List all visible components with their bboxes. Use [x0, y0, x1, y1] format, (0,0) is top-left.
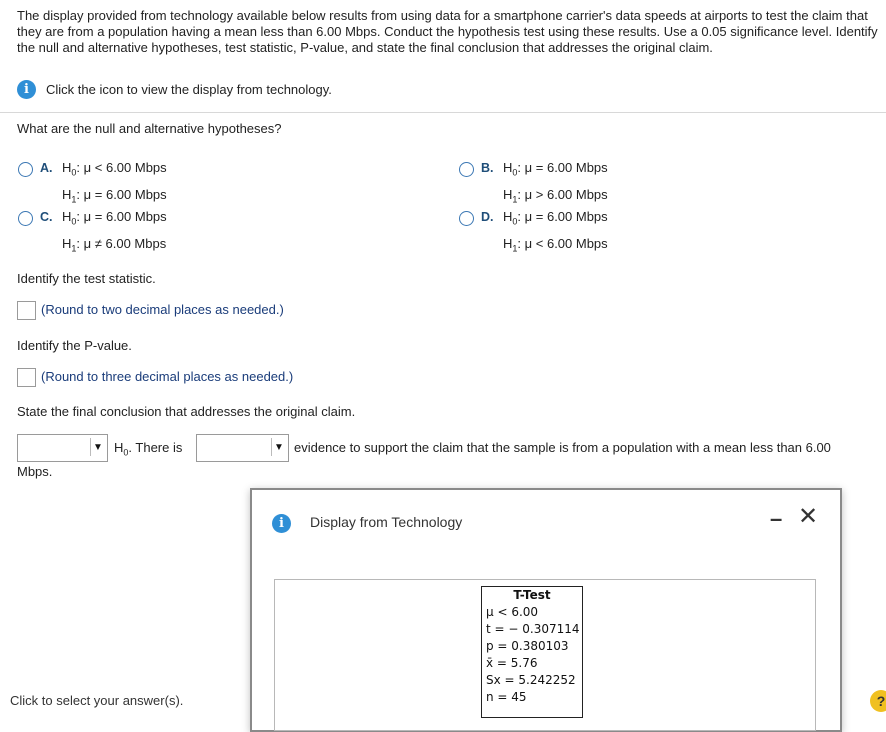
t-test-line: p = 0.380103 — [486, 639, 569, 653]
dropdown-arrow-icon[interactable]: ▼ — [90, 438, 105, 456]
conclusion-h0-text: $H_0$. There is — [114, 440, 183, 458]
test-statistic-input[interactable] — [17, 301, 36, 320]
info-icon: i — [272, 514, 291, 533]
p-value-hint: (Round to three decimal places as needed.) — [41, 369, 294, 384]
choice-c[interactable] — [18, 210, 167, 259]
radio-b[interactable] — [459, 162, 474, 177]
conclusion-question: State the final conclusion that addresses the original claim. — [17, 404, 356, 419]
choice-d[interactable] — [459, 210, 608, 259]
view-display-link[interactable] — [17, 80, 332, 99]
t-test-line: μ < 6.00 — [486, 605, 539, 619]
choice-a-hypotheses: $H_0$: μ < 6.00 Mbps $H_1$: μ = 6.00 Mbps — [62, 160, 167, 205]
choice-b-hypotheses: $H_0$: μ = 6.00 Mbps $H_1$: μ > 6.00 Mbps — [503, 160, 608, 205]
choice-c-h1: μ ≠ 6.00 Mbps — [83, 235, 167, 251]
t-test-output — [481, 586, 583, 718]
dialog-title: Display from Technology — [310, 514, 463, 530]
t-test-title: T-Test — [513, 588, 551, 602]
conclusion-units-text: Mbps. — [17, 464, 53, 479]
choice-b-h1: μ > 6.00 Mbps — [524, 186, 608, 202]
choice-b-h0: μ = 6.00 Mbps — [524, 160, 608, 175]
choice-b-letter: B. — [481, 161, 494, 175]
radio-a[interactable] — [18, 162, 33, 177]
dropdown-arrow-icon[interactable]: ▼ — [271, 438, 286, 456]
help-icon[interactable]: ? — [870, 690, 886, 712]
reject-decision-dropdown[interactable] — [17, 434, 108, 462]
t-test-line: Sx = 5.242252 — [486, 673, 576, 687]
choice-d-hypotheses: $H_0$: μ = 6.00 Mbps $H_1$: μ < 6.00 Mbps — [503, 209, 608, 254]
hypotheses-question: What are the null and alternative hypotheses? — [17, 121, 282, 136]
choice-a-letter: A. — [40, 161, 53, 175]
problem-statement: The display provided from technology available below results from using data for a smartphone carrier's data speeds at airports to test the claim that they are from a population having a mean less than 6.00 Mbps. Conduct the hypothesis test using these results. Use a 0.05 significance level. Identify the null and alternative hypotheses, test statistic, P-value, and state the final conclusion that addresses the original claim. — [17, 8, 878, 55]
t-test-line: t = − 0.307114 — [486, 622, 580, 636]
test-statistic-hint: (Round to two decimal places as needed.) — [41, 302, 284, 317]
radio-d[interactable] — [459, 211, 474, 226]
choice-a-h1: μ = 6.00 Mbps — [83, 186, 167, 202]
choice-c-hypotheses: $H_0$: μ = 6.00 Mbps $H_1$: μ ≠ 6.00 Mbps — [62, 209, 167, 254]
info-icon[interactable]: i — [17, 80, 36, 99]
choice-c-h0: μ = 6.00 Mbps — [83, 209, 167, 224]
choice-d-h1: μ < 6.00 Mbps — [524, 235, 608, 251]
dialog-content-frame — [274, 579, 816, 731]
test-statistic-question: Identify the test statistic. — [17, 271, 156, 286]
choice-a-h0: μ < 6.00 Mbps — [83, 160, 167, 175]
view-display-text[interactable]: Click the icon to view the display from technology. — [46, 82, 332, 97]
footer-instruction: Click to select your answer(s). — [10, 693, 184, 708]
technology-display-dialog — [250, 488, 842, 732]
choice-d-h0: μ = 6.00 Mbps — [524, 209, 608, 224]
choice-d-letter: D. — [481, 210, 494, 224]
choice-a[interactable] — [18, 161, 167, 210]
minimize-icon[interactable]: – — [770, 506, 783, 531]
choice-b[interactable] — [459, 161, 608, 210]
choice-c-letter: C. — [40, 210, 53, 224]
radio-c[interactable] — [18, 211, 33, 226]
conclusion-tail-text: evidence to support the claim that the sample is from a population with a mean less than 6.00 — [294, 440, 831, 455]
p-value-input[interactable] — [17, 368, 36, 387]
p-value-question: Identify the P-value. — [17, 338, 132, 353]
evidence-dropdown[interactable] — [196, 434, 289, 462]
t-test-line: x̄ = 5.76 — [486, 656, 538, 670]
close-icon[interactable]: ✕ — [798, 503, 819, 530]
divider — [0, 112, 886, 113]
t-test-line: n = 45 — [486, 690, 527, 704]
